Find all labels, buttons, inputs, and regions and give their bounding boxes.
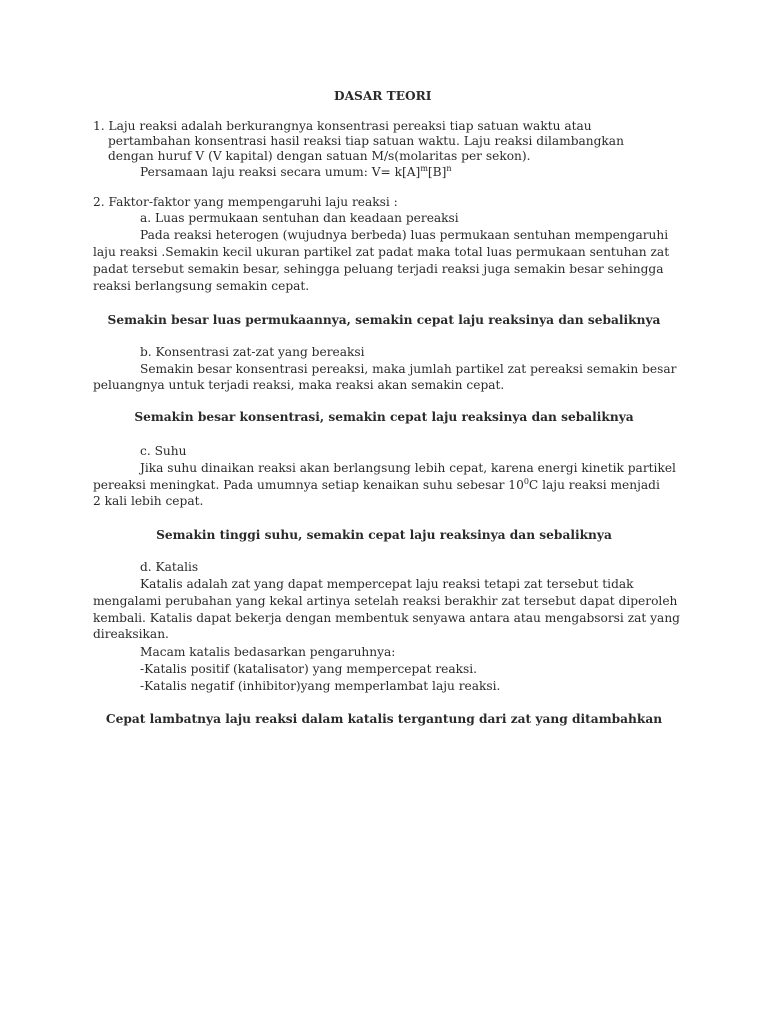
factor-c-conclusion: Semakin tinggi suhu, semakin cepat laju reaksinya dan sebaliknya [156, 528, 612, 542]
factor-c-line-2 [93, 477, 660, 494]
factor-a-line-3: padat tersebut semakin besar, sehingga peluang terjadi reaksi juga semakin besar sehingga [93, 262, 664, 276]
factor-b-line-1: Semakin besar konsentrasi pereaksi, maka jumlah partikel zat pereaksi semakin besar [140, 362, 677, 376]
s1-line-2: pertambahan konsentrasi hasil reaksi tiap satuan waktu. Laju reaksi dilambangkan [108, 134, 624, 148]
factor-d-line-2: mengalami perubahan yang kekal artinya setelah reaksi berakhir zat tersebut dapat diperoleh [93, 594, 678, 608]
degree-superscript: 0 [523, 476, 529, 486]
factor-c-line-1: Jika suhu dinaikan reaksi akan berlangsung lebih cepat, karena energi kinetik partikel [140, 461, 676, 475]
factor-c-heading: c. Suhu [140, 444, 187, 458]
factor-c-line-3: 2 kali lebih cepat. [93, 494, 204, 508]
factor-d-line-1: Katalis adalah zat yang dapat mempercepat laju reaksi tetapi zat tersebut tidak [140, 577, 634, 591]
factor-a-line-1: Pada reaksi heterogen (wujudnya berbeda) luas permukaan sentuhan mempengaruhi [140, 228, 669, 242]
exponent-n: n [446, 163, 452, 173]
factor-b-line-2: peluangnya untuk terjadi reaksi, maka reaksi akan semakin cepat. [93, 378, 505, 392]
factor-c-line-2-text: pereaksi meningkat. Pada umumnya setiap kenaikan suhu sebesar 10 [93, 478, 524, 492]
factor-d-line-5: Macam katalis bedasarkan pengaruhnya: [140, 645, 396, 659]
factor-d-heading: d. Katalis [140, 560, 199, 574]
factor-d-line-3: kembali. Katalis dapat bekerja dengan membentuk senyawa antara atau mengabsorsi zat yang [93, 611, 680, 625]
factor-a-line-4: reaksi berlangsung semakin cepat. [93, 279, 310, 293]
rate-equation-text: Persamaan laju reaksi secara umum: V= k[A] [140, 165, 421, 179]
factor-b-heading: b. Konsentrasi zat-zat yang bereaksi [140, 345, 365, 359]
factor-b-conclusion: Semakin besar konsentrasi, semakin cepat laju reaksinya dan sebaliknya [134, 410, 634, 424]
factor-a-heading: a. Luas permukaan sentuhan dan keadaan pereaksi [140, 211, 459, 225]
s1-line-3: dengan huruf V (V kapital) dengan satuan M/s(molaritas per sekon). [108, 149, 531, 163]
factor-a-line-2: laju reaksi .Semakin kecil ukuran partikel zat padat maka total luas permukaan sentuhan zat [93, 245, 670, 259]
rate-equation [140, 164, 452, 181]
factor-d-line-4: direaksikan. [93, 627, 169, 641]
factor-d-conclusion: Cepat lambatnya laju reaksi dalam katalis tergantung dari zat yang ditambahkan [105, 712, 663, 726]
s2-heading: 2. Faktor-faktor yang mempengaruhi laju reaksi : [93, 195, 398, 209]
factor-d-line-7: -Katalis negatif (inhibitor)yang memperlambat laju reaksi. [140, 679, 501, 693]
factor-a-conclusion: Semakin besar luas permukaannya, semakin cepat laju reaksinya dan sebaliknya [107, 313, 661, 327]
factor-c-line-2-tail: C laju reaksi menjadi [528, 478, 660, 492]
rate-equation-b: [B] [427, 165, 447, 179]
factor-d-line-6: -Katalis positif (katalisator) yang mempercepat reaksi. [140, 662, 478, 676]
s1-line-1: 1. Laju reaksi adalah berkurangnya konsentrasi pereaksi tiap satuan waktu atau [93, 119, 592, 133]
exponent-m: m [420, 163, 428, 173]
page-title: DASAR TEORI [334, 89, 432, 103]
